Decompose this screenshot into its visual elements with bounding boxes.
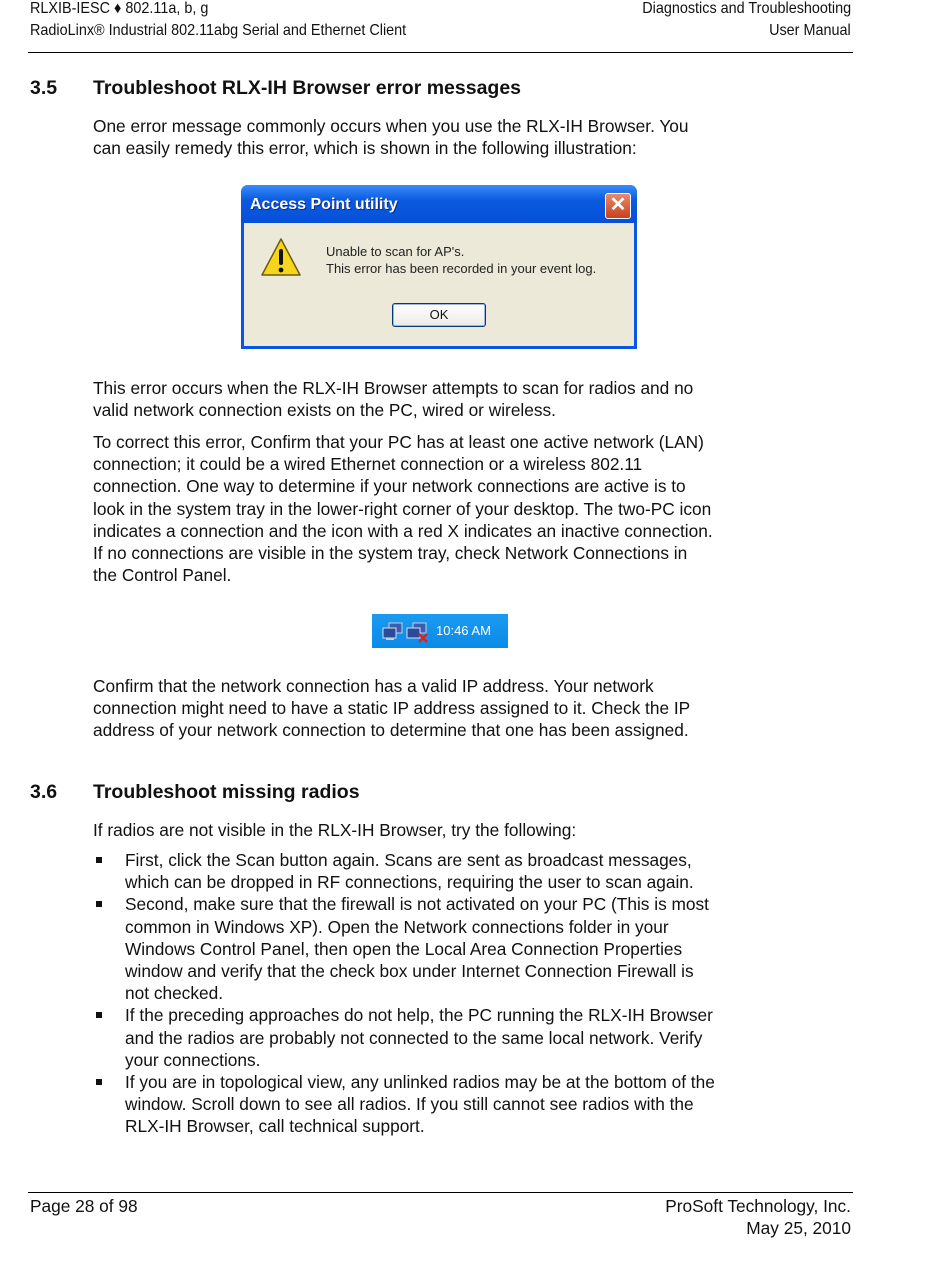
- text-line: the Control Panel.: [93, 565, 232, 586]
- network-connected-icon[interactable]: [382, 622, 404, 642]
- dialog-titlebar: [241, 185, 637, 223]
- text-line: If the preceding approaches do not help, the PC running the RLX-IH Browser: [125, 1005, 713, 1026]
- text-line: Second, make sure that the firewall is not activated on your PC (This is most: [125, 894, 709, 915]
- list-item: [93, 1004, 715, 1071]
- warning-icon: [260, 237, 302, 277]
- text-line: connection. One way to determine if your network connections are active is to: [93, 476, 686, 497]
- section-number: 3.6: [30, 781, 58, 803]
- text-line: indicates a connection and the icon with a red X indicates an inactive connection.: [93, 520, 713, 541]
- text-line: This error occurs when the RLX-IH Browser attempts to scan for radios and no: [93, 378, 694, 398]
- header-rule: [28, 52, 853, 53]
- dialog-message-line: Unable to scan for AP's.: [326, 244, 465, 259]
- text-line: If you are in topological view, any unlinked radios may be at the bottom of the: [125, 1072, 715, 1093]
- paragraph: [93, 377, 693, 421]
- text-line: can easily remedy this error, which is shown in the following illustration:: [93, 138, 637, 159]
- text-line: look in the system tray in the lower-right corner of your desktop. The two-PC icon: [93, 498, 712, 519]
- bullet-square-icon: [96, 1012, 102, 1018]
- footer-company: ProSoft Technology, Inc.: [665, 1196, 851, 1216]
- header-doc-id: RLXIB-IESC ♦ 802.11a, b, g: [30, 0, 209, 17]
- paragraph: [93, 675, 690, 742]
- text-line: window. Scroll down to see all radios. If you still cannot see radios with the: [125, 1094, 694, 1115]
- bullet-square-icon: [96, 901, 102, 907]
- list-item: [93, 849, 715, 893]
- text-line: If radios are not visible in the RLX-IH Browser, try the following:: [93, 820, 577, 840]
- footer-rule: [28, 1192, 853, 1193]
- text-line: connection; it could be a wired Ethernet connection or a wireless 802.11: [93, 454, 643, 475]
- list-item: [93, 893, 715, 1004]
- text-line: which can be dropped in RF connections, requiring the user to scan again.: [125, 872, 694, 893]
- header-chapter: Diagnostics and Troubleshooting: [642, 0, 851, 17]
- section-title: Troubleshoot RLX-IH Browser error messages: [93, 77, 522, 99]
- text-line: Confirm that the network connection has a valid IP address. Your network: [93, 676, 654, 696]
- text-line: not checked.: [125, 983, 223, 1004]
- paragraph: [93, 115, 689, 159]
- text-line: address of your network connection to determine that one has been assigned.: [93, 720, 689, 741]
- error-dialog: [241, 185, 637, 349]
- system-tray: [372, 614, 508, 648]
- text-line: and the radios are probably not connected to the same local network. Verify: [125, 1027, 703, 1048]
- text-line: To correct this error, Confirm that your PC has at least one active network (LAN): [93, 432, 704, 452]
- footer-page: Page 28 of 98: [30, 1196, 138, 1216]
- section-title: Troubleshoot missing radios: [93, 781, 360, 803]
- dialog-message-line: This error has been recorded in your event log.: [326, 261, 597, 276]
- text-line: window and verify that the check box under Internet Connection Firewall is: [125, 961, 694, 982]
- text-line: One error message commonly occurs when you use the RLX-IH Browser. You: [93, 116, 689, 136]
- text-line: your connections.: [125, 1049, 261, 1070]
- text-line: valid network connection exists on the PC, wired or wireless.: [93, 400, 556, 421]
- text-line: Windows Control Panel, then open the Local Area Connection Properties: [125, 938, 683, 959]
- text-line: First, click the Scan button again. Scans are sent as broadcast messages,: [125, 850, 692, 870]
- footer-date: May 25, 2010: [746, 1218, 851, 1238]
- paragraph: [93, 431, 713, 586]
- close-icon[interactable]: ✕: [605, 193, 631, 219]
- text-line: connection might need to have a static IP address assigned to it. Check the IP: [93, 698, 691, 719]
- text-line: If no connections are visible in the system tray, check Network Connections in: [93, 543, 688, 564]
- bullet-square-icon: [96, 857, 102, 863]
- section-number: 3.5: [30, 77, 58, 99]
- header-product: RadioLinx® Industrial 802.11abg Serial and Ethernet Client: [30, 22, 407, 39]
- dialog-title: Access Point utility: [250, 196, 398, 213]
- text-line: RLX-IH Browser, call technical support.: [125, 1116, 425, 1137]
- clock[interactable]: 10:46 AM: [436, 623, 491, 638]
- text-line: common in Windows XP). Open the Network connections folder in your: [125, 916, 669, 937]
- network-disconnected-icon[interactable]: [406, 622, 430, 644]
- header-manual: User Manual: [769, 22, 851, 39]
- bullet-square-icon: [96, 1079, 102, 1085]
- bullet-list: [93, 849, 715, 1138]
- list-item: [93, 1071, 715, 1138]
- ok-button[interactable]: OK: [392, 303, 486, 327]
- paragraph: [93, 819, 576, 841]
